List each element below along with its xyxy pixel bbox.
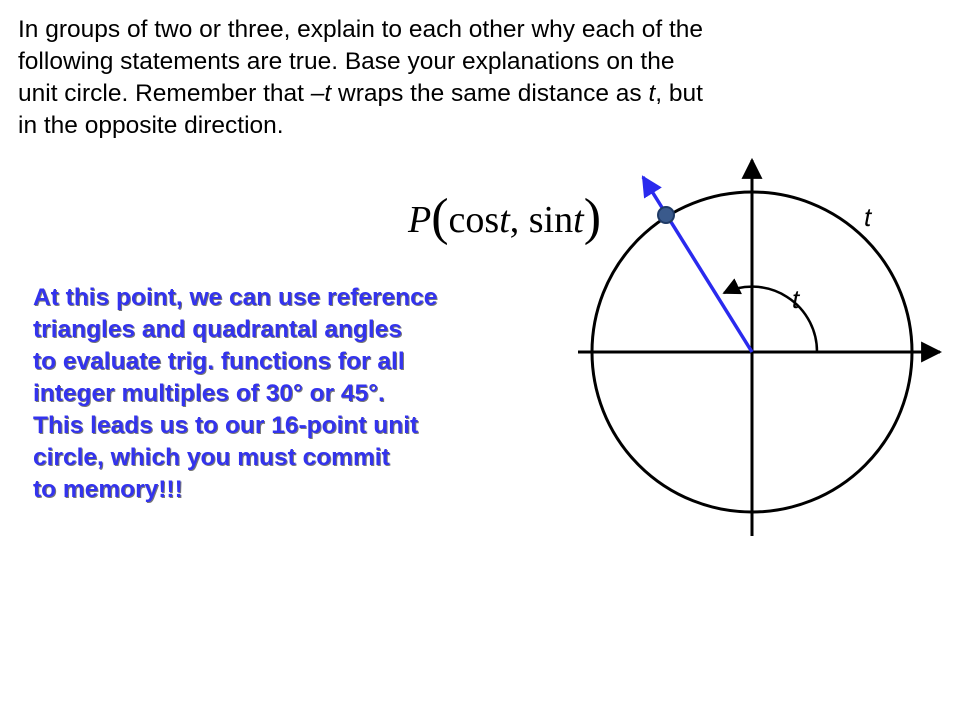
point-letter: P [408, 199, 432, 241]
angle-label: t [792, 284, 800, 314]
terminal-point [658, 207, 674, 223]
close-paren: ) [583, 189, 602, 246]
callout-line-5: This leads us to our 16-point unit [33, 412, 419, 439]
callout-line-2: triangles and quadrantal angles [33, 316, 402, 343]
negative-t-variable: –t [310, 80, 332, 107]
instructions-line-3c: , but [655, 80, 703, 107]
arc-length-label: t [864, 202, 872, 232]
cos-function: cos [448, 199, 500, 241]
instructions-line-2: following statements are true. Base your explanations on the [18, 48, 675, 75]
open-paren: ( [431, 189, 449, 246]
callout-line-7: to memory!!! [33, 476, 183, 503]
instructions-line-4: in the opposite direction. [18, 112, 284, 139]
callout-text [33, 282, 593, 506]
t-variable: t [648, 80, 656, 107]
instructions-line-3b: wraps the same distance as [331, 80, 649, 107]
angle-arc-arrow [724, 287, 817, 352]
coordinate-comma: , [509, 199, 529, 241]
callout-line-3: to evaluate trig. functions for all [33, 348, 405, 375]
callout-line-6: circle, which you must commit [33, 444, 390, 471]
sin-argument: t [573, 199, 584, 241]
sin-function: sin [528, 199, 574, 241]
point-p-label [408, 186, 601, 246]
callout-line-4: integer multiples of 30° or 45°. [33, 380, 385, 407]
instructions-line-1: In groups of two or three, explain to each other why each of the [18, 16, 704, 43]
radius-arrow [643, 177, 752, 352]
cos-argument: t [499, 199, 510, 241]
callout-line-1: At this point, we can use reference [33, 284, 438, 311]
instructions-line-3a: unit circle. Remember that [18, 80, 311, 107]
